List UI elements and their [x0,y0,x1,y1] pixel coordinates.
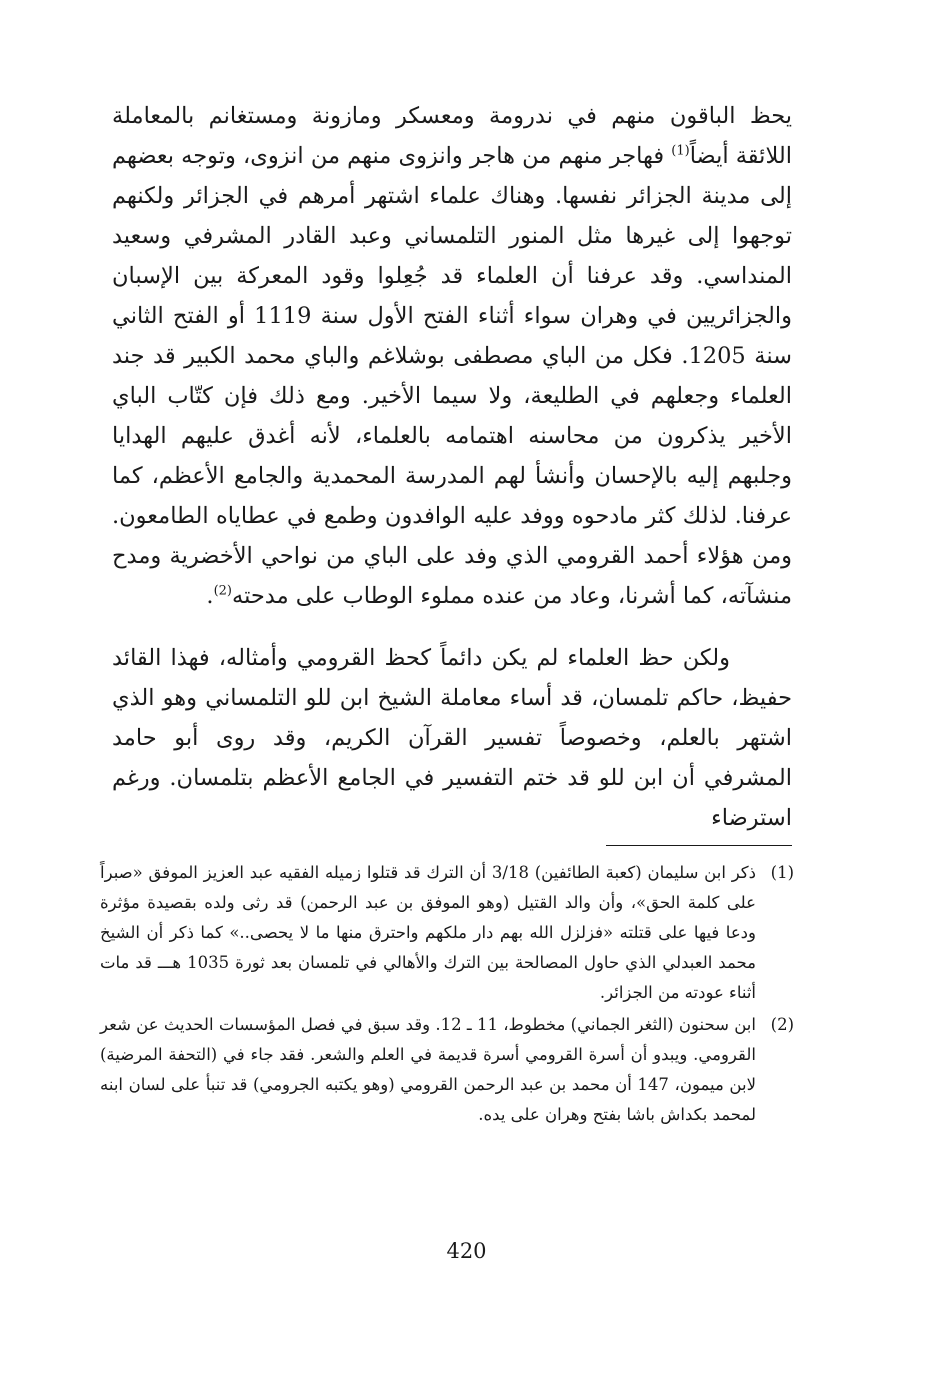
paragraph-1-end: . [206,583,214,609]
footnote-2 [100,1010,794,1130]
footnote-text: ذكر ابن سليمان (كعبة الطائفين) 3/18 أن الترك قد قتلوا زميله الفقيه عبد العزيز الموفق «صبراً على كلمة الحق»، وأن والد القتيل (وهو الموفق بن عبد الرحمن) قد رثى ولده بقصيدة مؤثرة ودعا فيها على قتلته «فزلزل الله بهم دار ملكهم واحترق منها ما لا يحصى..» كما ذكر أن الشيخ محمد العبدلي الذي حاول المصالحة بين الترك والأهالي في تلمسان بعد ثورة 1035 هـــ قد مات أثناء عودته من الجزائر. [100,863,757,1002]
footnote-separator [606,845,792,846]
paragraph-2: ولكن حظ العلماء لم يكن دائماً كحظ القرومي وأمثاله، فهذا القائد حفيظ، حاكم تلمسان، قد أساء معاملة الشيخ ابن للو التلمساني وهو الذي اشتهر بالعلم، وخصوصاً تفسير القرآن الكريم، وقد روى أبو حامد المشرفي أن ابن للو قد ختم التفسير في الجامع الأعظم بتلمسان. ورغم استرضاء [112,645,792,831]
footnote-text: ابن سحنون (الثغر الجماني) مخطوط، 11 ـ 12. وقد سبق في فصل المؤسسات الحديث عن شعر القرومي. ويبدو أن أسرة القرومي أسرة قديمة في العلم والشعر. فقد جاء في (التحفة المرضية) لابن ميمون، 147 أن محمد بن عبد الرحمن القرومي (وهو يكتبه الجرومي) قد تنبأ على لسان ابنه لمحمد بكداش باشا بفتح وهران على يده. [100,1015,756,1124]
paragraph-1 [112,96,792,616]
main-text [112,96,792,838]
footnote-reference-1[interactable]: (1) [671,143,690,159]
footnotes [100,858,794,1132]
page-number: 420 [446,1239,487,1263]
footnote-reference-2[interactable]: (2) [213,583,232,599]
footnote-number: (2) [770,1015,794,1034]
footnote-number: (1) [770,863,794,882]
paragraph-1-part-1: يحظ الباقون منهم في ندرومة ومعسكر ومازونة ومستغانم بالمعاملة اللائقة أيضاً [112,103,792,169]
paragraph-1-part-2: فهاجر منهم من هاجر وانزوى منهم من انزوى، وتوجه بعضهم إلى مدينة الجزائر نفسها. وهناك علماء اشتهر أمرهم في الجزائر ولكنهم توجهوا إلى غيرها مثل المنور التلمساني وعبد القادر المشرفي وسعيد المنداسي. وقد عرفنا أن العلماء قد جُعِلوا وقود المعركة بين الإسبان والجزائريين في وهران سواء أثناء الفتح الأول سنة 1119 أو الفتح الثاني سنة 1205. فكل من الباي مصطفى بوشلاغم والباي محمد الكبير قد جند العلماء وجعلهم في الطليعة، ولا سيما الأخير. ومع ذلك فإن كتّاب الباي الأخير يذكرون من محاسنه اهتمامه بالعلماء، لأنه أغدق عليهم الهدايا وجلبهم إليه بالإحسان وأنشأ لهم المدرسة المحمدية والجامع الأعظم، كما عرفنا. لذلك كثر مادحوه ووفد عليه الوافدون وطمع في عطاياه الطامعون. ومن هؤلاء أحمد القرومي الذي وفد على الباي من نواحي الأخضرية ومدح منشآته، كما أشرنا، وعاد من عنده مملوء الوطاب على مدحته [112,143,792,609]
footnote-1 [100,858,794,1008]
